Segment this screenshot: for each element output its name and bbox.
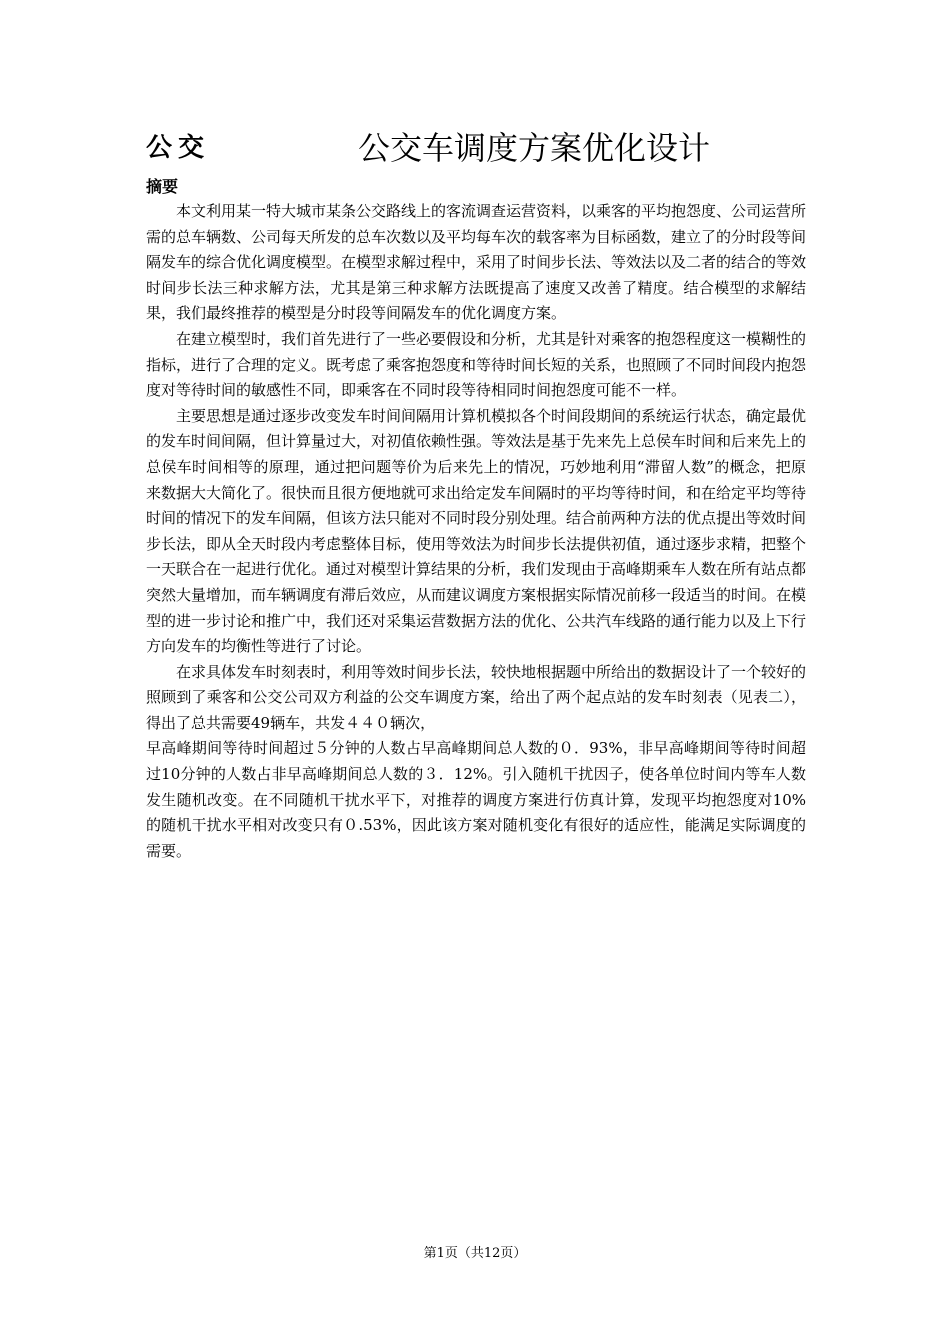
page-title: 公交车调度方案优化设计 [358, 129, 711, 167]
abstract-body [146, 199, 806, 864]
header [146, 128, 806, 172]
abstract-paragraph-5: 早高峰期间等待时间超过５分钟的人数占早高峰期间总人数的０．93%，非早高峰期间等待时间超过10分钟的人数占非早高峰期间总人数的３．12%。引入随机干扰因子，使各单位时间内等车人数发生随机改变。在不同随机干扰水平下，对推荐的调度方案进行仿真计算，发现平均抱怨度对10%的随机干扰水平相对改变只有０.53%，因此该方案对随机变化有很好的适应性，能满足实际调度的需要。 [146, 739, 806, 860]
abstract-paragraph-2: 在建立模型时，我们首先进行了一些必要假设和分析，尤其是针对乘客的抱怨程度这一模糊性的指标，进行了合理的定义。既考虑了乘客抱怨度和等待时间长短的关系，也照顾了不同时间段内抱怨度对等待时间的敏感性不同，即乘客在不同时段等待相同时间抱怨度可能不一样。 [146, 329, 807, 400]
abstract-paragraph-3: 主要思想是通过逐步改变发车时间间隔用计算机模拟各个时间段期间的系统运行状态，确定最优的发车时间间隔，但计算量过大，对初值依赖性强。等效法是基于先来先上总侯车时间和后来先上的总侯车时间相等的原理，通过把问题等价为后来先上的情况，巧妙地利用“滞留人数”的概念，把原来数据大大简化了。很快而且很方便地就可求出给定发车间隔时的平均等待时间，和在给定平均等待时间的情况下的发车间隔，但该方法只能对不同时段分别处理。结合前两种方法的优点提出等效时间步长法，即从全天时段内考虑整体目标，使用等效法为时间步长法提供初值，通过逐步求精，把整个一天联合在一起进行优化。通过对模型计算结果的分析，我们发现由于高峰期乘车人数在所有站点都突然大量增加，而车辆调度有滞后效应，从而建议调度方案根据实际情况前移一段适当的时间。在模型的进一步讨论和推广中，我们还对采集运营数据方法的优化、公共汽车线路的通行能力以及上下行方向发车的均衡性等进行了讨论。 [146, 406, 807, 656]
page-footer: 第1页（共12页） [423, 1246, 527, 1261]
abstract-paragraph-1: 本文利用某一特大城市某条公交路线上的客流调查运营资料，以乘客的平均抱怨度、公司运营所需的总车辆数、公司每天所发的总车次数以及平均每车次的载客率为目标函数，建立了的分时段等间隔发车的综合优化调度模型。在模型求解过程中，采用了时间步长法、等效法以及二者的结合的等效时间步长法三种求解方法，尤其是第三种求解方法既提高了速度又改善了精度。结合模型的求解结果，我们最终推荐的模型是分时段等间隔发车的优化调度方案。 [146, 202, 807, 323]
abstract-paragraph-4: 在求具体发车时刻表时，利用等效时间步长法，较快地根据题中所给出的数据设计了一个较好的照顾到了乘客和公交公司双方利益的公交车调度方案，给出了两个起点站的发车时刻表（见表二），得出了总共需要49辆车，共发４４０辆次， [146, 662, 807, 732]
header-tag: 公交 [146, 133, 211, 163]
abstract-heading: 摘要 [146, 177, 179, 196]
